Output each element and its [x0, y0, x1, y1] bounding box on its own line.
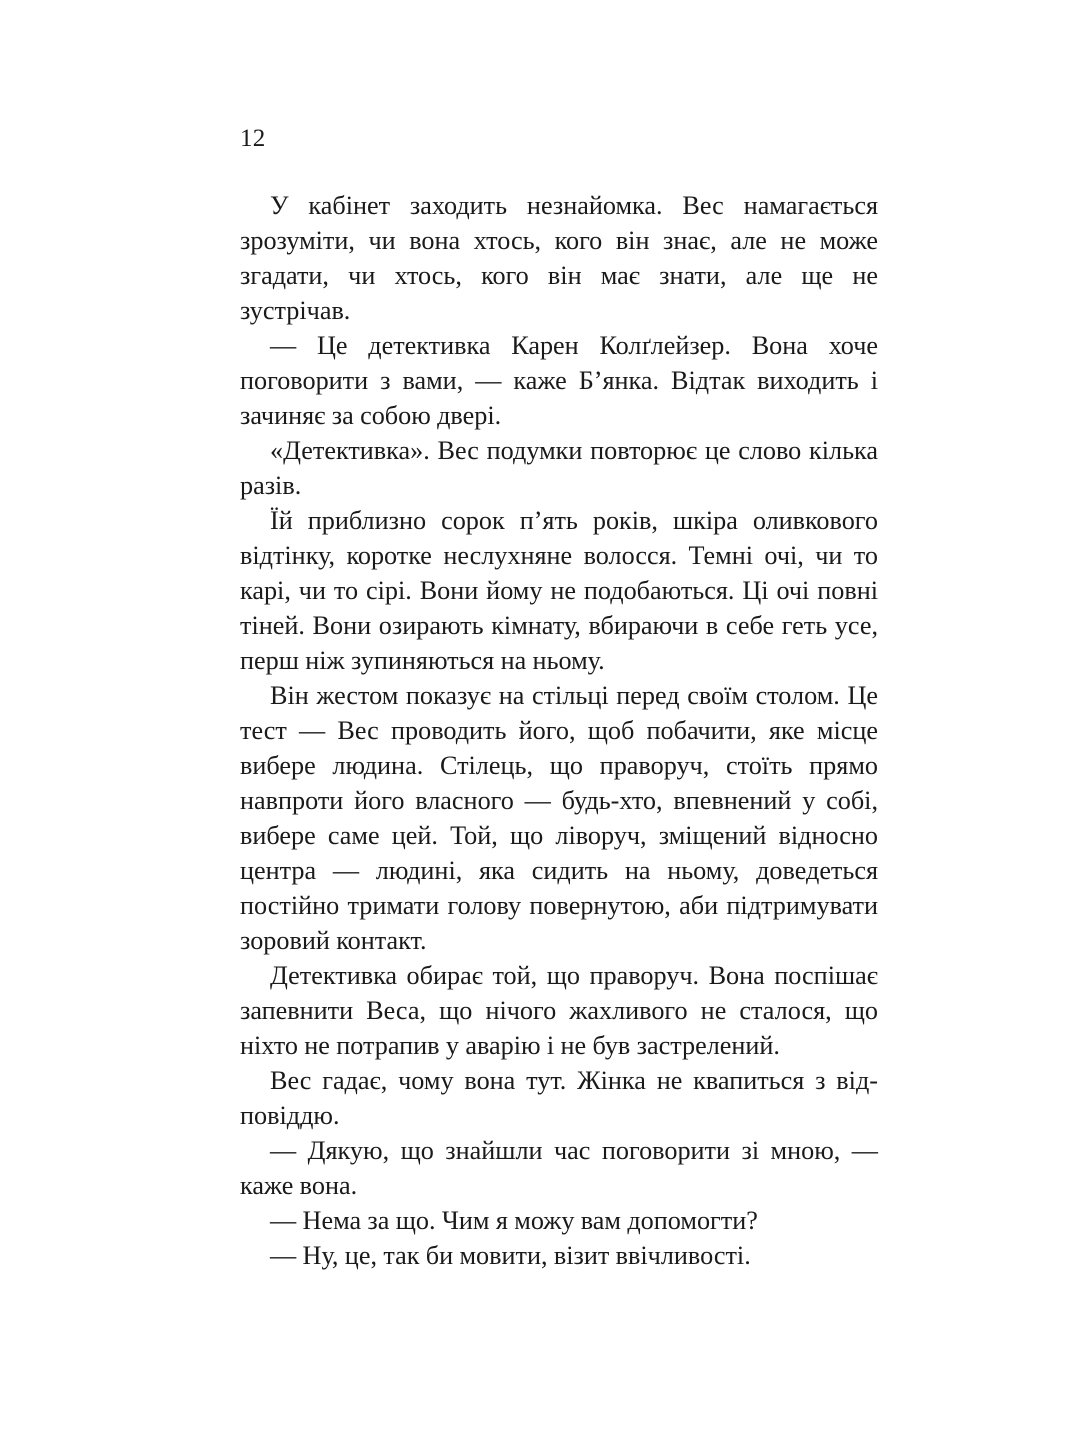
page-number: 12: [240, 125, 266, 152]
paragraph: Детективка обирає той, що праворуч. Вона поспішає запевнити Веса, що нічого жахливого не сталося, що ніхто не потрапив у аварію і не був застрелений.: [240, 961, 878, 1060]
paragraph: Він жестом показує на стільці перед своїм столом. Це тест — Вес проводить його, щоб побачити, яке місце вибере людина. Стілець, що праворуч, стоїть прямо навпроти його власного — будь-хто, впевнений у собі, вибере саме цей. Той, що ліворуч, зміщений відносно центра — людині, яка сидить на ньому, доведеться постійно тримати голову повернутою, аби підтримувати зоровий контакт.: [240, 681, 878, 955]
paragraph: — Дякую, що знайшли час поговорити зі мною, — каже вона.: [240, 1136, 878, 1200]
paragraph: — Ну, це, так би мовити, візит ввічливості.: [270, 1241, 751, 1270]
paragraph: Їй приблизно сорок п’ять років, шкіра оливкового відтінку, коротке неслухняне волосся. Темні очі, чи то карі, чи то сірі. Вони йому не подобаються. Ці очі повні тіней. Вони озирають кімнату, вбираючи в себе геть усе, перш ніж зупиняються на ньому.: [240, 506, 878, 675]
paragraph: — Нема за що. Чим я можу вам допомогти?: [270, 1206, 758, 1235]
body-text-block: [240, 188, 878, 1273]
paragraph: — Це детективка Карен Колґлейзер. Вона хоче поговорити з вами, — каже Б’янка. Відтак виходить і зачиняє за собою двері.: [240, 331, 878, 430]
paragraph: У кабінет заходить незнайомка. Вес намагається зрозуміти, чи вона хтось, кого він знає, але не може згадати, чи хтось, кого він має знати, але ще не зустрічав.: [240, 191, 878, 325]
paragraph: «Детективка». Вес подумки повторює це слово кілька разів.: [240, 436, 878, 500]
paragraph: Вес гадає, чому вона тут. Жінка не квапиться з відповіддю.: [240, 1066, 878, 1130]
